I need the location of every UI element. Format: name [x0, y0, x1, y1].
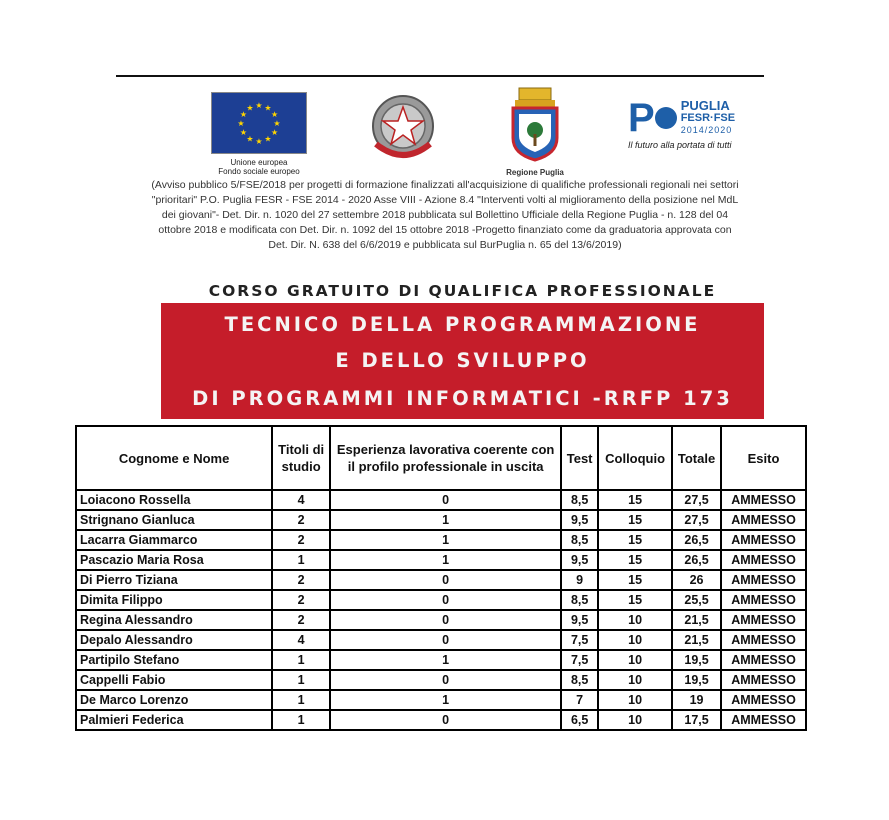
table-row: [76, 530, 806, 550]
cell-titoli: 2: [272, 510, 330, 530]
eu-star-icon: ★: [255, 101, 263, 110]
table-row: [76, 570, 806, 590]
cell-esperienza: 0: [330, 610, 561, 630]
cell-colloquio: 10: [598, 710, 672, 730]
cell-name: Pascazio Maria Rosa: [76, 550, 272, 570]
cell-colloquio: 15: [598, 510, 672, 530]
italian-emblem-icon: [362, 86, 444, 168]
cell-esito: AMMESSO: [721, 570, 806, 590]
header-colloquio: Colloquio: [598, 426, 672, 490]
cell-esperienza: 0: [330, 630, 561, 650]
po-letter-icon: P: [628, 96, 654, 140]
cell-esperienza: 1: [330, 550, 561, 570]
cell-esperienza: 1: [330, 510, 561, 530]
cell-totale: 21,5: [672, 610, 721, 630]
ranking-table: [75, 425, 807, 731]
cell-name: Loiacono Rossella: [76, 490, 272, 510]
cell-name: Strignano Gianluca: [76, 510, 272, 530]
cell-test: 9: [561, 570, 598, 590]
cell-titoli: 1: [272, 670, 330, 690]
eu-star-icon: ★: [239, 110, 247, 119]
cell-colloquio: 10: [598, 630, 672, 650]
table-row: [76, 650, 806, 670]
cell-esito: AMMESSO: [721, 690, 806, 710]
table-row: [76, 630, 806, 650]
eu-flag-icon: [211, 92, 307, 154]
cell-colloquio: 15: [598, 530, 672, 550]
cell-esito: AMMESSO: [721, 510, 806, 530]
po-motto: Il futuro alla portata di tutti: [628, 140, 732, 150]
cell-totale: 26,5: [672, 530, 721, 550]
cell-titoli: 4: [272, 630, 330, 650]
cell-name: Lacarra Giammarco: [76, 530, 272, 550]
cell-titoli: 2: [272, 570, 330, 590]
cell-esito: AMMESSO: [721, 490, 806, 510]
cell-titoli: 1: [272, 690, 330, 710]
cell-colloquio: 15: [598, 590, 672, 610]
regione-puglia-logo: [500, 86, 570, 177]
cell-test: 8,5: [561, 490, 598, 510]
cell-totale: 17,5: [672, 710, 721, 730]
cell-totale: 19: [672, 690, 721, 710]
po-fund-label: FESR·FSE: [680, 112, 736, 124]
eu-star-icon: ★: [271, 128, 279, 137]
top-divider: [116, 75, 764, 77]
table-row: [76, 710, 806, 730]
cell-name: Cappelli Fabio: [76, 670, 272, 690]
eu-star-icon: ★: [239, 128, 247, 137]
header-totale: Totale: [672, 426, 721, 490]
funding-notice: (Avviso pubblico 5/FSE/2018 per progetti di formazione finalizzati all'acquisizione di qualifiche professionali regionali nei settori "prioritari" P.O. Puglia FESR - FSE 2014 - 2020 Asse VIII - Azione 8.4 "Interventi volti al miglioramento della posizione nel MdL dei giovani"- Det. Dir. n. 1020 del 27 settembre 2018 pubblicata sul Bollettino Ufficiale della Regione Puglia - n. 128 del 04 ottobre 2018 e modificata con Det. Dir. n. 1092 del 15 ottobre 2018 -Progetto finanziato come da graduatoria approvata con Det. Dir. N. 638 del 6/6/2019 e pubblicata sul BurPuglia n. 65 del 13/6/2019): [151, 179, 739, 251]
cell-esito: AMMESSO: [721, 650, 806, 670]
cell-name: Palmieri Federica: [76, 710, 272, 730]
cell-name: Partipilo Stefano: [76, 650, 272, 670]
cell-esperienza: 1: [330, 650, 561, 670]
course-title-line-3: DI PROGRAMMI INFORMATICI -RRFP 173: [192, 387, 733, 410]
cell-test: 7,5: [561, 630, 598, 650]
cell-totale: 21,5: [672, 630, 721, 650]
header-test: Test: [561, 426, 598, 490]
cell-test: 8,5: [561, 670, 598, 690]
cell-test: 8,5: [561, 530, 598, 550]
regione-puglia-caption: Regione Puglia: [506, 168, 564, 177]
cell-titoli: 2: [272, 530, 330, 550]
cell-colloquio: 10: [598, 690, 672, 710]
po-fesr-fse-logo: [628, 96, 752, 150]
cell-esperienza: 0: [330, 710, 561, 730]
eu-star-icon: ★: [264, 103, 272, 113]
eu-star-icon: ★: [246, 103, 254, 113]
cell-totale: 26: [672, 570, 721, 590]
table-row: [76, 490, 806, 510]
cell-esperienza: 0: [330, 670, 561, 690]
table-row: [76, 510, 806, 530]
cell-test: 8,5: [561, 590, 598, 610]
table-row: [76, 670, 806, 690]
table-row: [76, 590, 806, 610]
po-dot-icon: [655, 107, 677, 129]
cell-esito: AMMESSO: [721, 630, 806, 650]
cell-test: 9,5: [561, 610, 598, 630]
eu-caption: Unione europea Fondo sociale europeo: [218, 158, 300, 176]
cell-titoli: 2: [272, 610, 330, 630]
cell-name: Dimita Filippo: [76, 590, 272, 610]
cell-titoli: 1: [272, 710, 330, 730]
cell-esito: AMMESSO: [721, 590, 806, 610]
cell-totale: 27,5: [672, 510, 721, 530]
cell-colloquio: 10: [598, 650, 672, 670]
eu-star-icon: ★: [246, 134, 254, 144]
cell-titoli: 1: [272, 550, 330, 570]
cell-totale: 26,5: [672, 550, 721, 570]
cell-totale: 27,5: [672, 490, 721, 510]
cell-titoli: 2: [272, 590, 330, 610]
course-subtitle: CORSO GRATUITO DI QUALIFICA PROFESSIONALE: [208, 282, 717, 300]
cell-name: De Marco Lorenzo: [76, 690, 272, 710]
cell-name: Di Pierro Tiziana: [76, 570, 272, 590]
cell-esperienza: 1: [330, 530, 561, 550]
cell-esperienza: 1: [330, 690, 561, 710]
cell-esito: AMMESSO: [721, 610, 806, 630]
cell-totale: 19,5: [672, 650, 721, 670]
course-title-banner: [161, 303, 764, 419]
table-header-row: [76, 426, 806, 490]
cell-test: 6,5: [561, 710, 598, 730]
cell-titoli: 1: [272, 650, 330, 670]
header-esperienza: Esperienza lavorativa coerente con il profilo professionale in uscita: [330, 426, 561, 490]
regione-puglia-crest-icon: [505, 86, 565, 162]
cell-test: 7: [561, 690, 598, 710]
cell-esito: AMMESSO: [721, 530, 806, 550]
cell-titoli: 4: [272, 490, 330, 510]
header-esito: Esito: [721, 426, 806, 490]
table-row: [76, 610, 806, 630]
eu-star-icon: ★: [255, 137, 263, 146]
eu-logo: [211, 92, 307, 176]
course-title-line-2: E DELLO SVILUPPO: [335, 349, 590, 372]
eu-star-icon: ★: [264, 134, 272, 144]
cell-test: 7,5: [561, 650, 598, 670]
eu-star-icon: ★: [271, 110, 279, 119]
cell-colloquio: 10: [598, 670, 672, 690]
course-title-line-1: TECNICO DELLA PROGRAMMAZIONE: [224, 313, 701, 336]
table-row: [76, 550, 806, 570]
po-puglia-label: PUGLIA: [680, 98, 730, 113]
cell-esito: AMMESSO: [721, 670, 806, 690]
cell-name: Regina Alessandro: [76, 610, 272, 630]
cell-name: Depalo Alessandro: [76, 630, 272, 650]
cell-totale: 25,5: [672, 590, 721, 610]
cell-test: 9,5: [561, 510, 598, 530]
cell-esito: AMMESSO: [721, 550, 806, 570]
cell-colloquio: 15: [598, 570, 672, 590]
eu-star-icon: ★: [273, 119, 281, 128]
cell-esito: AMMESSO: [721, 710, 806, 730]
po-years-label: 2014/2020: [680, 125, 733, 135]
header-cognome-nome: Cognome e Nome: [76, 426, 272, 490]
cell-esperienza: 0: [330, 490, 561, 510]
cell-esperienza: 0: [330, 590, 561, 610]
eu-star-icon: ★: [237, 119, 245, 128]
header-titoli-studio: Titoli di studio: [272, 426, 330, 490]
cell-test: 9,5: [561, 550, 598, 570]
cell-colloquio: 10: [598, 610, 672, 630]
table-row: [76, 690, 806, 710]
cell-colloquio: 15: [598, 490, 672, 510]
cell-totale: 19,5: [672, 670, 721, 690]
cell-esperienza: 0: [330, 570, 561, 590]
cell-colloquio: 15: [598, 550, 672, 570]
